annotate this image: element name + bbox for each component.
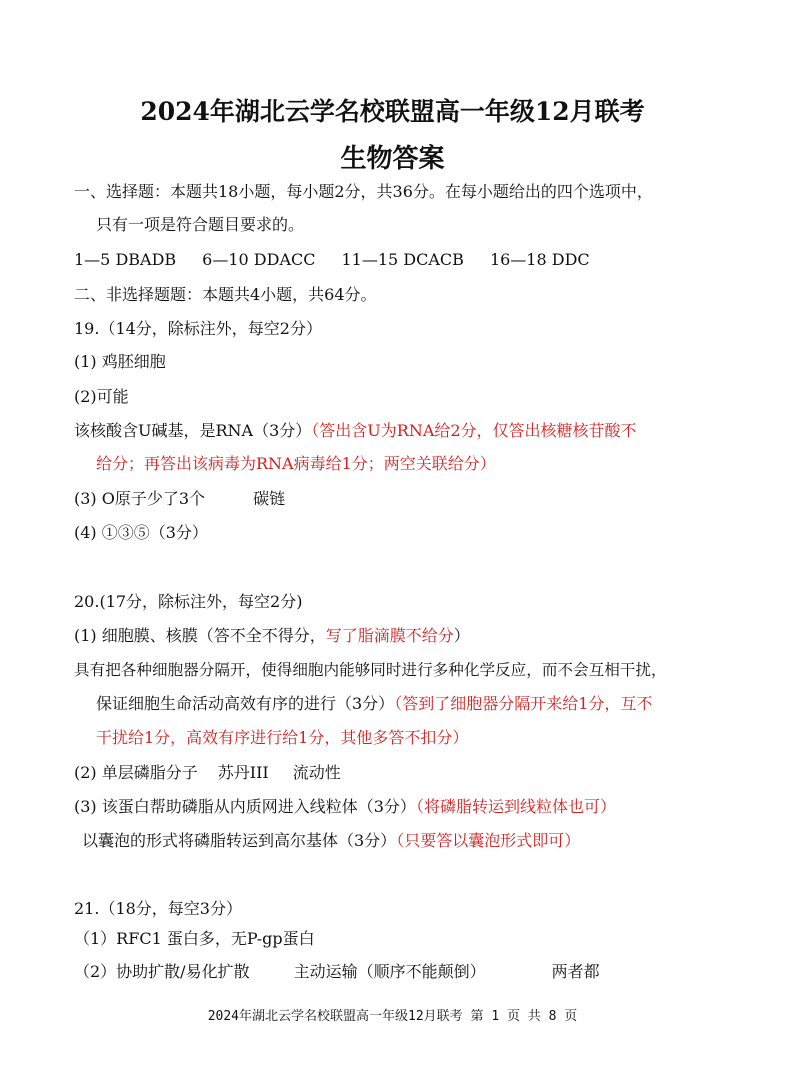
page-subtitle: 生物答案 <box>340 144 445 174</box>
q20-scoring-note-5: （只要答以囊泡形式即可） <box>396 831 581 850</box>
q19-answer-2-detail <box>74 420 637 442</box>
page-title: 2024年湖北云学名校联盟高一年级12月联考 <box>140 97 645 126</box>
q20-scoring-note-2: （答到了细胞器分隔开来给1分，互不 <box>394 694 653 713</box>
q20-answer-2c: 流动性 <box>292 763 341 782</box>
q21-answer-2b: 主动运输（顺序不能颠倒） <box>293 962 486 981</box>
q19-header: 19.（14分，除标注外，每空2分） <box>74 319 322 338</box>
q21-answer-2c: 两者都 <box>551 962 600 981</box>
q20-scoring-note-3: 干扰给1分，高效有序进行给1分，其他多答不扣分） <box>96 728 469 747</box>
q21-header: 21.（18分，每空3分） <box>74 899 242 918</box>
q19-scoring-note-2: 给分；再答出该病毒为RNA病毒给1分；两空关联给分） <box>96 454 496 473</box>
choice-answers-11-15: 11—15 DCACB <box>341 250 464 269</box>
q19-answer-2: (2)可能 <box>74 387 129 406</box>
q20-answer-1-text: (1) 细胞膜、核膜（答不全不得分， <box>74 626 326 645</box>
q20-answer-1-line3 <box>96 693 652 715</box>
q20-answer-1 <box>74 625 470 647</box>
choice-answers-row <box>74 249 590 271</box>
q20-scoring-note-1: 写了脂滴膜不给分 <box>325 626 454 645</box>
q19-answer-3-row <box>74 488 285 510</box>
q20-answer-2: (2) 单层磷脂分子 <box>74 763 198 782</box>
q19-answer-3: (3) O原子少了3个 <box>74 489 206 508</box>
page-footer: 2024年湖北云学名校联盟高一年级12月联考 第 1 页 共 8 页 <box>207 1009 578 1024</box>
q20-answer-1-close: ） <box>453 626 470 645</box>
choice-answers-6-10: 6—10 DDACC <box>202 250 316 269</box>
choice-answers-1-5: 1—5 DBADB <box>74 250 177 269</box>
q20-answer-1-line2: 具有把各种细胞器分隔开，使得细胞内能够同时进行多种化学反应，而不会互相干扰， <box>74 661 667 679</box>
q20-header: 20.(17分，除标注外，每空2分) <box>74 592 303 611</box>
q20-answer-3b-text: 以囊泡的形式将磷脂转运到高尔基体（3分） <box>82 831 397 850</box>
q21-answer-2-row <box>74 961 600 983</box>
q20-answer-2-row <box>74 762 341 784</box>
q20-answer-2b: 苏丹III <box>217 763 269 782</box>
q20-answer-3-text: (3) 该蛋白帮助磷脂从内质网进入线粒体（3分） <box>74 797 416 816</box>
section2-instructions: 二、非选择题题：本题共4小题，共64分。 <box>74 285 377 304</box>
q20-answer-3b <box>82 830 580 852</box>
q20-answer-1-line3-text: 保证细胞生命活动高效有序的进行（3分） <box>96 694 395 713</box>
q19-answer-4: (4) ①③⑤（3分） <box>74 523 208 542</box>
q21-answer-1: （1）RFC1 蛋白多，无P-gp蛋白 <box>74 929 315 948</box>
q19-answer-2-text: 该核酸含U碱基，是RNA（3分） <box>74 421 312 440</box>
choice-answers-16-18: 16—18 DDC <box>489 250 590 269</box>
q21-answer-2: （2）协助扩散/易化扩散 <box>74 962 250 981</box>
section1-instructions-line1: 一、选择题：本题共18小题，每小题2分，共36分。在每小题给出的四个选项中， <box>74 182 653 201</box>
q20-scoring-note-4: （将磷脂转运到线粒体也可） <box>415 797 616 816</box>
q19-answer-1: (1) 鸡胚细胞 <box>74 352 166 371</box>
q19-answer-3b: 碳链 <box>253 489 286 508</box>
q20-answer-3 <box>74 796 616 818</box>
q19-scoring-note-1: （答出含U为RNA给2分，仅答出核糖核苷酸不 <box>311 421 637 440</box>
section1-instructions-line2: 只有一项是符合题目要求的。 <box>96 215 305 234</box>
